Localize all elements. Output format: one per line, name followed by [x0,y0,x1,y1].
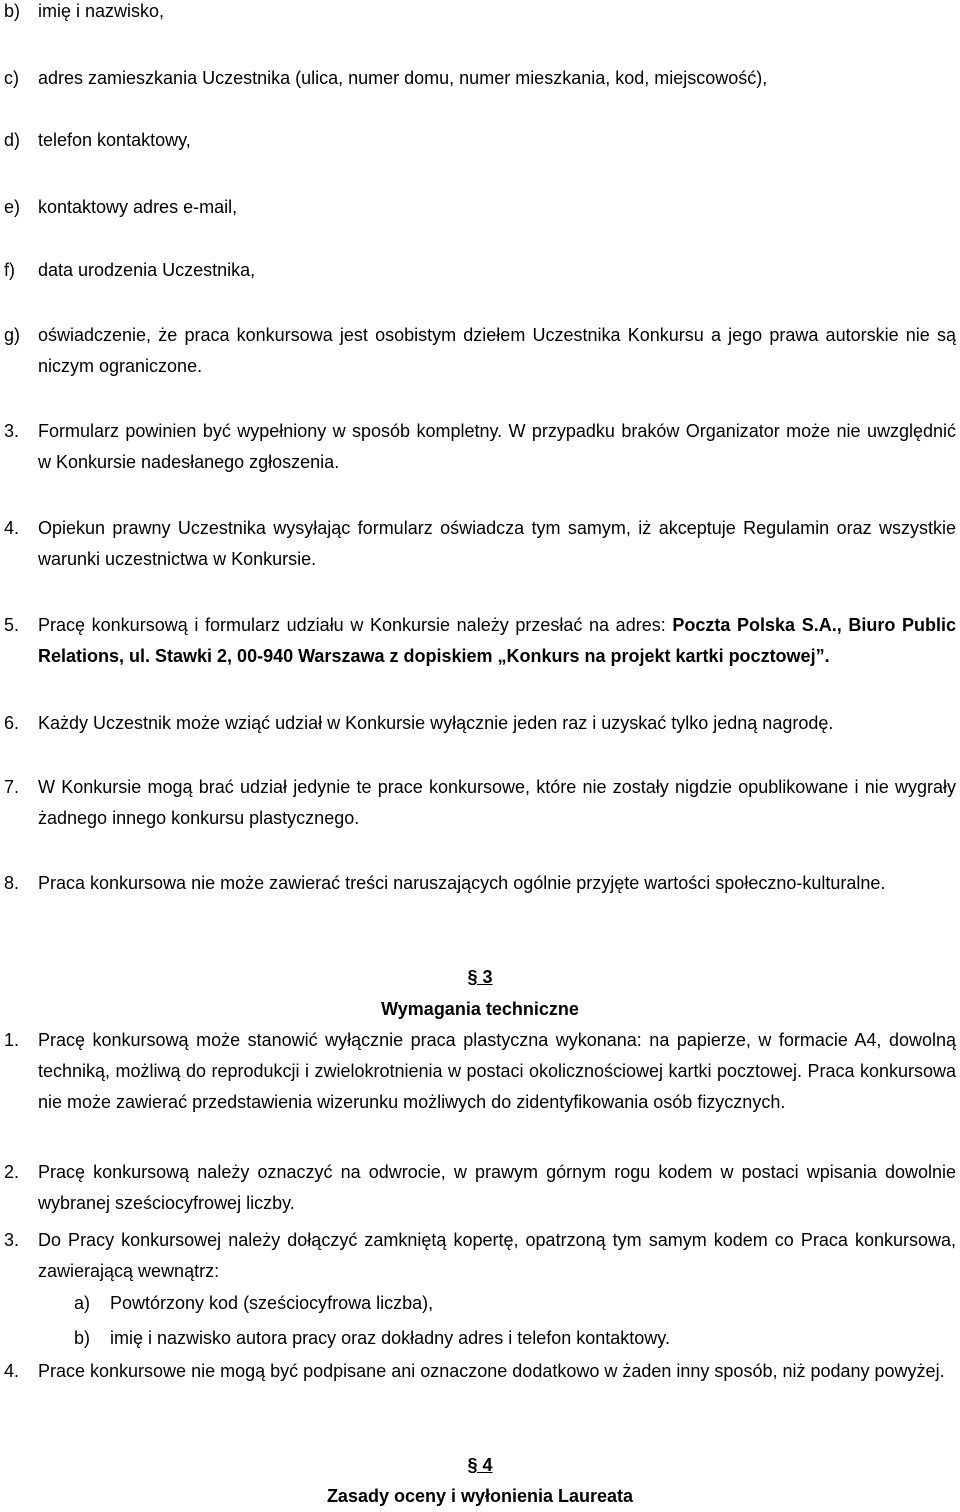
point-number: 7. [4,777,20,797]
point-text [38,610,956,672]
list-marker: c) [4,68,19,88]
point-text: Opiekun prawny Uczestnika wysyłając formularz oświadcza tym samym, iż akceptuje Regulamin oraz wszystkie warunki uczestnictwa w Konkursie. [38,518,956,569]
list-text: adres zamieszkania Uczestnika (ulica, numer domu, numer mieszkania, kod, miejscowość), [38,68,768,88]
point-text: Prace konkursowe nie mogą być podpisane ani oznaczone dodatkowo w żaden inny sposób, niż podany powyżej. [38,1361,945,1381]
section-title: Wymagania techniczne [381,999,579,1019]
point-number: 4. [4,518,20,538]
point-text: Do Pracy konkursowej należy dołączyć zamkniętą kopertę, opatrzoną tym samym kodem co Praca konkursowa, zawierającą wewnątrz: [38,1230,956,1281]
list-marker: b) [4,1,21,21]
list-text: imię i nazwisko, [38,1,165,21]
sub-list-text: imię i nazwisko autora pracy oraz dokładny adres i telefon kontaktowy. [110,1328,670,1348]
section-number: § 4 [467,1455,493,1475]
point-text: Pracę konkursową należy oznaczyć na odwrocie, w prawym górnym rogu kodem w postaci wpisania dowolnie wybranej sześciocyfrowej liczby. [38,1162,956,1213]
list-text: oświadczenie, że praca konkursowa jest osobistym dziełem Uczestnika Konkursu a jego prawa autorskie nie są niczym ograniczone. [38,325,956,376]
list-marker: e) [4,197,21,217]
list-text: telefon kontaktowy, [38,130,191,150]
point-text: Każdy Uczestnik może wziąć udział w Konkursie wyłącznie jeden raz i uzyskać tylko jedną nagrodę. [38,713,834,733]
list-marker: d) [4,130,21,150]
sub-list-marker: b) [74,1328,91,1348]
point-text-plain: Pracę konkursową i formularz udziału w Konkursie należy przesłać na adres: [38,615,673,635]
postal-address: Poczta Polska S.A., Biuro Public Relations, ul. Stawki 2, 00-940 Warszawa z dopiskiem „Konkurs na projekt kartki pocztowej”. [38,615,956,666]
point-number: 4. [4,1361,20,1381]
point-text: Pracę konkursową może stanowić wyłącznie praca plastyczna wykonana: na papierze, w formacie A4, dowolną techniką, możliwą do reprodukcji i zwielokrotnienia w postaci okolicznościowej kartki pocztowej. Praca konkursowa nie może zawierać przedstawienia wizerunku możliwych do zidentyfikowania osób fizycznych. [38,1030,956,1112]
sub-list-text: Powtórzony kod (sześciocyfrowa liczba), [110,1293,434,1313]
list-text: kontaktowy adres e-mail, [38,197,238,217]
list-marker: g) [4,325,21,345]
point-number: 6. [4,713,20,733]
point-number: 1. [4,1030,20,1050]
point-number: 2. [4,1162,20,1182]
section-title: Zasady oceny i wyłonienia Laureata [326,1486,634,1506]
point-number: 3. [4,1230,20,1250]
sub-list-marker: a) [74,1293,91,1313]
list-text: data urodzenia Uczestnika, [38,260,256,280]
point-text: W Konkursie mogą brać udział jedynie te prace konkursowe, które nie zostały nigdzie opublikowane i nie wygrały żadnego innego konkursu plastycznego. [38,777,956,828]
point-number: 8. [4,873,20,893]
point-text: Formularz powinien być wypełniony w sposób kompletny. W przypadku braków Organizator może nie uwzględnić w Konkursie nadesłanego zgłoszenia. [38,421,956,472]
point-number: 3. [4,421,20,441]
point-text: Praca konkursowa nie może zawierać treści naruszających ogólnie przyjęte wartości społeczno-kulturalne. [38,873,886,893]
section-number: § 3 [467,967,493,987]
point-number: 5. [4,615,20,635]
list-marker: f) [4,260,15,280]
